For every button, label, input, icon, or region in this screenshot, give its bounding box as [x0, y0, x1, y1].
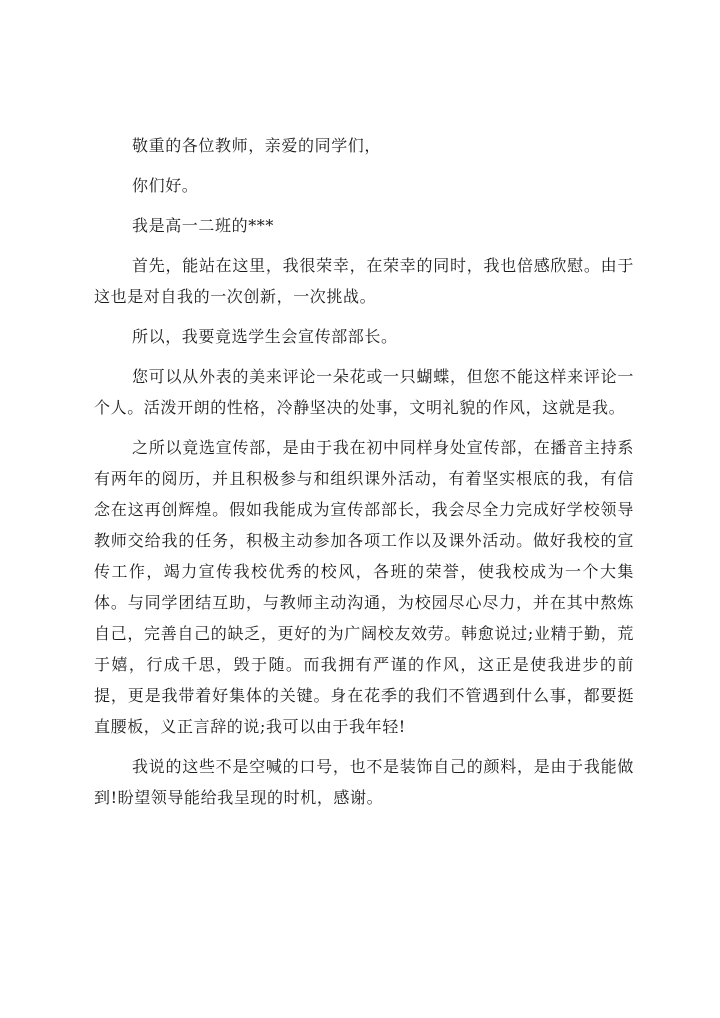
paragraph-closing: 我说的这些不是空喊的口号，也不是装饰自己的颜料，是由于我能做到!盼望领导能给我呈现的时机，感谢。 [94, 757, 634, 807]
paragraph-goal: 所以，我要竟选学生会宣传部部长。 [132, 327, 398, 346]
greeting: 你们好。 [132, 176, 199, 195]
paragraph-character: 您可以从外表的美来评论一朵花或一只蝴蝶，但您不能这样来评论一个人。活泼开朗的性格，冷静坚决的处事，文明礼貌的作风，这就是我。 [94, 367, 634, 417]
salutation: 敬重的各位教师，亲爱的同学们， [132, 136, 382, 155]
paragraph-opening: 首先，能站在这里，我很荣幸，在荣幸的同时，我也倍感欣慰。由于这也是对自我的一次创新，一次挑战。 [94, 256, 634, 306]
document-body [94, 130, 634, 822]
paragraph-reasons: 之所以竟选宣传部，是由于我在初中同样身处宣传部，在播音主持系有两年的阅历，并且积极参与和组织课外活动，有着坚实根底的我，有信念在这再创辉煌。假如我能成为宣传部部长，我会尽全力完成好学校领导教师交给我的任务，积极主动参加各项工作以及课外活动。做好我校的宣传工作，竭力宣传我校优秀的校风，各班的荣誉，使我校成为一个大集体。与同学团结互助，与教师主动沟通，为校园尽心尽力，并在其中熬炼自己，完善自己的缺乏，更好的为广阔校友效劳。韩愈说过;业精于勤，荒于嬉，行成千思，毁于随。而我拥有严谨的作风，这正是使我进步的前提，更是我带着好集体的关键。身在花季的我们不管遇到什么事，都要挺直腰板，义正言辞的说;我可以由于我年轻! [94, 438, 634, 736]
self-introduction: 我是高一二班的*** [132, 216, 275, 235]
